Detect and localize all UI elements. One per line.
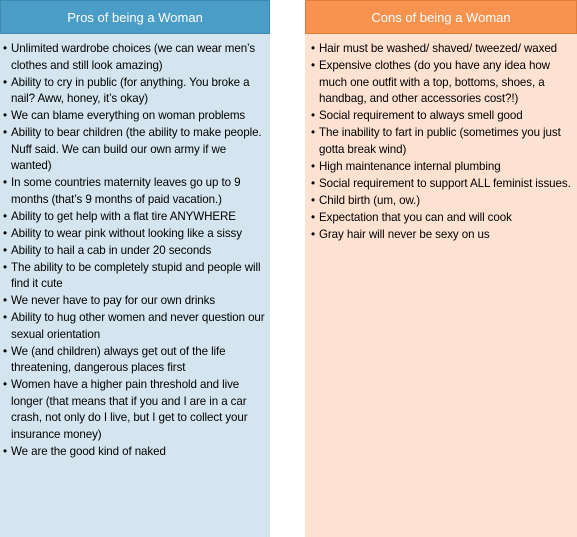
cons-list-item [311, 41, 572, 58]
pros-list [3, 41, 265, 460]
pros-title: Pros of being a Woman [67, 9, 203, 25]
bullet-icon: • [311, 59, 315, 72]
bullet-icon: • [3, 260, 7, 274]
cons-item-text: Gray hair will never be sexy on us [319, 227, 490, 241]
cons-item-text: Social requirement to support ALL feminist issues. [319, 176, 571, 190]
pros-item-text: Ability to bear children (the ability to make people. Nuff said. We can build our own army if we wanted) [11, 126, 262, 172]
cons-list-item [311, 159, 572, 176]
pros-list-item [3, 243, 265, 260]
pros-list-item [3, 41, 265, 74]
pros-item-text: Women have a higher pain threshold and live longer (that means that if you and I are in a car crash, not only do I live, but I get to collect your insurance money) [11, 378, 248, 441]
bullet-icon: • [3, 109, 7, 122]
pros-item-text: We never have to pay for our own drinks [11, 294, 216, 307]
cons-list-item [311, 176, 572, 193]
pros-item-text: We are the good kind of naked [11, 444, 166, 458]
bullet-icon: • [3, 444, 7, 458]
pros-item-text: In some countries maternity leaves go up to 9 months (that’s 9 months of paid vacation.) [11, 176, 241, 206]
cons-list-item [311, 210, 572, 227]
bullet-icon: • [311, 176, 315, 190]
bullet-icon: • [311, 109, 315, 122]
bullet-icon: • [3, 344, 7, 358]
cons-list-item [311, 108, 572, 125]
bullet-icon: • [311, 210, 315, 224]
bullet-icon: • [3, 209, 7, 223]
cons-item-text: Expensive clothes (do you have any idea how much one outfit with a top, bottoms, shoes, a handbag, and other accessories cost?!) [319, 59, 550, 105]
bullet-icon: • [3, 311, 7, 324]
bullet-icon: • [3, 243, 7, 257]
cons-list-item [311, 227, 572, 244]
cons-item-text: Social requirement to always smell good [319, 109, 523, 122]
cons-item-text: The inability to fart in public (sometimes you just gotta break wind) [319, 126, 561, 156]
cons-item-text: Expectation that you can and will cook [319, 210, 512, 224]
pros-item-text: Unlimited wardrobe choices (we can wear men’s clothes and still look amazing) [11, 42, 256, 72]
cons-list [311, 41, 572, 243]
cons-list-item [311, 193, 572, 210]
pros-item-text: The ability to be completely stupid and people will find it cute [11, 260, 261, 290]
pros-item-text: Ability to wear pink without looking like a sissy [11, 226, 242, 240]
cons-item-text: Child birth (um, ow.) [319, 193, 420, 207]
pros-item-text: We (and children) always get out of the life threatening, dangerous places first [11, 344, 226, 374]
cons-item-text: Hair must be washed/ shaved/ tweezed/ waxed [319, 42, 558, 55]
pros-item-text: Ability to hug other women and never question our sexual orientation [11, 311, 265, 341]
pros-list-item [3, 310, 265, 343]
pros-item-text: Ability to get help with a flat tire ANYWHERE [11, 209, 236, 223]
pros-list-item [3, 226, 265, 243]
pros-list-item [3, 108, 265, 125]
pros-list-item [3, 344, 265, 377]
cons-list-item [311, 125, 572, 158]
pros-list-item [3, 444, 265, 461]
cons-list-item [311, 58, 572, 108]
pros-item-text: Ability to hail a cab in under 20 seconds [11, 243, 212, 257]
pros-list-item [3, 260, 265, 293]
pros-item-text: Ability to cry in public (for anything. You broke a nail? Aww, honey, it’s okay) [11, 75, 250, 105]
pros-list-item [3, 175, 265, 208]
cons-panel [305, 0, 577, 537]
bullet-icon: • [3, 126, 7, 139]
bullet-icon: • [3, 294, 7, 307]
cons-header [305, 0, 577, 34]
pros-list-item [3, 125, 265, 175]
pros-item-text: We can blame everything on woman problems [11, 109, 246, 122]
pros-body [0, 34, 270, 537]
pros-list-item [3, 377, 265, 443]
bullet-icon: • [3, 226, 7, 240]
pros-list-item [3, 293, 265, 310]
bullet-icon: • [3, 378, 7, 391]
bullet-icon: • [3, 42, 7, 55]
cons-item-text: High maintenance internal plumbing [319, 159, 501, 173]
bullet-icon: • [3, 75, 7, 89]
bullet-icon: • [311, 126, 315, 139]
bullet-icon: • [311, 227, 315, 241]
bullet-icon: • [311, 193, 315, 207]
pros-list-item [3, 75, 265, 108]
pros-panel [0, 0, 270, 537]
bullet-icon: • [3, 176, 7, 189]
cons-title: Cons of being a Woman [371, 9, 511, 25]
pros-header [0, 0, 270, 34]
pros-list-item [3, 209, 265, 226]
bullet-icon: • [311, 42, 315, 55]
bullet-icon: • [311, 159, 315, 173]
cons-body [305, 34, 577, 537]
